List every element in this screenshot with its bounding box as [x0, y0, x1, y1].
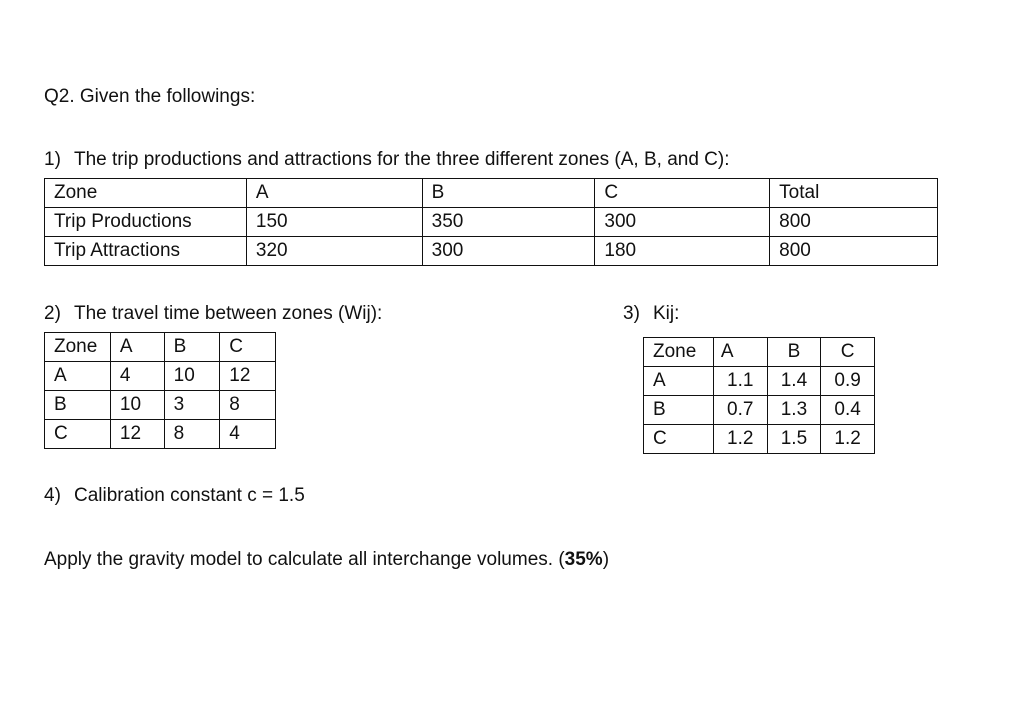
table-cell: 320 [246, 237, 422, 266]
section-2-number: 2) [44, 303, 61, 324]
table-cell: Trip Attractions [45, 237, 247, 266]
table-cell: Trip Productions [45, 208, 247, 237]
table-cell: 0.7 [713, 396, 767, 425]
table-cell: 1.2 [713, 425, 767, 454]
section-4-number: 4) [44, 485, 61, 506]
table-row [45, 420, 276, 449]
kij-table [643, 337, 875, 454]
section-4-heading [44, 485, 305, 507]
instruction-line [44, 549, 609, 571]
instruction-text: Apply the gravity model to calculate all interchange volumes. ( [44, 549, 565, 570]
instruction-close: ) [602, 549, 610, 570]
table-header-cell: Zone [45, 179, 247, 208]
table-cell: 1.5 [767, 425, 821, 454]
table-header-cell: A [713, 338, 767, 367]
table-cell: 8 [220, 391, 276, 420]
section-3-number: 3) [623, 303, 640, 324]
table-cell: C [644, 425, 714, 454]
table-header-cell: Total [770, 179, 938, 208]
table-cell: 4 [220, 420, 276, 449]
trip-productions-attractions-table [44, 178, 938, 266]
table-cell: 1.1 [713, 367, 767, 396]
table-header-cell: C [220, 333, 276, 362]
table-header-cell: A [110, 333, 164, 362]
table-cell: 300 [595, 208, 770, 237]
section-1-text: The trip productions and attractions for the three different zones (A, B, and C): [74, 149, 730, 170]
table-header-cell: A [246, 179, 422, 208]
table-cell: 10 [164, 362, 220, 391]
table-row [45, 208, 938, 237]
section-3-text: Kij: [653, 303, 680, 324]
table-cell: C [45, 420, 111, 449]
table-cell: 1.3 [767, 396, 821, 425]
table-cell: 1.2 [821, 425, 875, 454]
table-header-cell: B [164, 333, 220, 362]
table-row [45, 391, 276, 420]
section-3-heading [623, 303, 679, 325]
section-4-text: Calibration constant c = 1.5 [74, 485, 305, 506]
travel-time-table [44, 332, 276, 449]
table-cell: 800 [770, 208, 938, 237]
table-header-cell: Zone [45, 333, 111, 362]
table-header-cell: B [767, 338, 821, 367]
table-header-row [45, 179, 938, 208]
table-cell: A [644, 367, 714, 396]
table-cell: 150 [246, 208, 422, 237]
table-cell: 8 [164, 420, 220, 449]
table-cell: 300 [422, 237, 595, 266]
table-cell: 3 [164, 391, 220, 420]
table-header-row [45, 333, 276, 362]
table-cell: A [45, 362, 111, 391]
section-2-heading [44, 303, 382, 325]
table-header-cell: C [595, 179, 770, 208]
table-cell: 12 [220, 362, 276, 391]
table-row [644, 367, 875, 396]
table-cell: 350 [422, 208, 595, 237]
table-cell: 12 [110, 420, 164, 449]
table-cell: B [644, 396, 714, 425]
table-cell: 1.4 [767, 367, 821, 396]
table-header-cell: Zone [644, 338, 714, 367]
table-cell: 180 [595, 237, 770, 266]
table-header-cell: C [821, 338, 875, 367]
table-cell: 10 [110, 391, 164, 420]
table-row [45, 362, 276, 391]
section-2-text: The travel time between zones (Wij): [74, 303, 383, 324]
table-row [644, 396, 875, 425]
table-cell: 0.9 [821, 367, 875, 396]
question-title: Q2. Given the followings: [44, 86, 256, 107]
table-cell: 0.4 [821, 396, 875, 425]
table-row [45, 237, 938, 266]
table-cell: 800 [770, 237, 938, 266]
table-header-row [644, 338, 875, 367]
table-row [644, 425, 875, 454]
table-cell: B [45, 391, 111, 420]
section-1-number: 1) [44, 149, 61, 170]
table-cell: 4 [110, 362, 164, 391]
section-1-heading [44, 149, 730, 171]
marks-value: 35% [564, 549, 603, 570]
table-header-cell: B [422, 179, 595, 208]
